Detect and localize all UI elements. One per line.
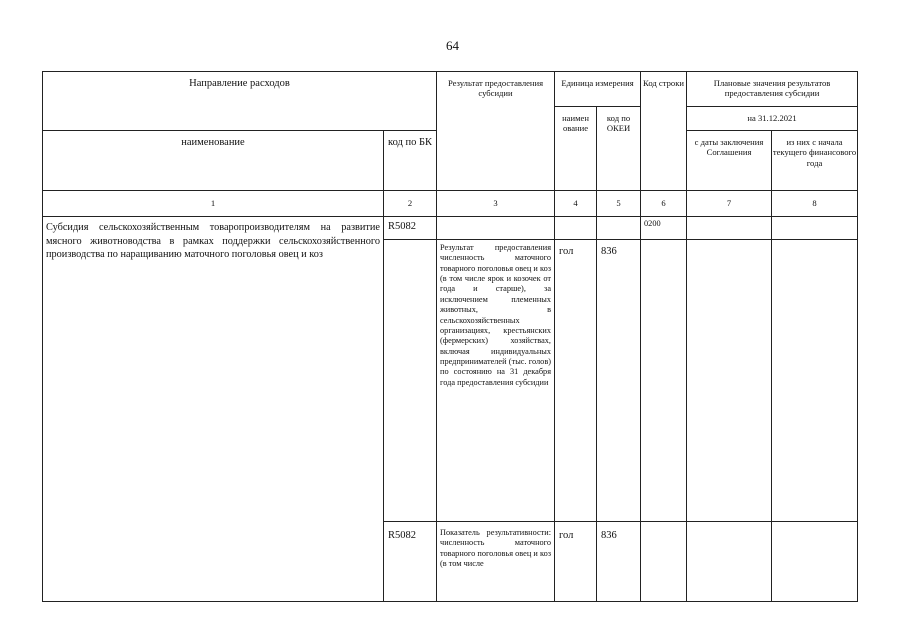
header-okei: код по ОКЕИ: [597, 107, 641, 191]
result-description: Показатель результативности: численность маточного товарного поголовья овец и коз (в том числе: [437, 522, 555, 602]
value-of-which-cell: [772, 522, 858, 602]
header-of-which: из них с начала текущего финансового года: [772, 131, 858, 191]
column-number: 2: [384, 191, 437, 217]
header-as-of-date: на 31.12.2021: [687, 107, 858, 131]
okei-cell: [597, 217, 641, 240]
header-unit: Единица измерения: [555, 72, 641, 107]
header-result: Результат предоставления субсидии: [437, 72, 555, 191]
okei-cell: 836: [597, 240, 641, 522]
header-row-code: Код строки: [641, 72, 687, 191]
value-of-which-cell: [772, 217, 858, 240]
column-number: 8: [772, 191, 858, 217]
column-number: 7: [687, 191, 772, 217]
column-number: 6: [641, 191, 687, 217]
column-number: 1: [43, 191, 384, 217]
header-from-date: с даты заключения Соглашения: [687, 131, 772, 191]
unit-cell: гол: [555, 522, 597, 602]
result-description: Результат предоставления численность маточного товарного поголовья овец и коз (в том числе ярок и козочек от года и старше), за исключением племенных животных, в сельскохозяйственных организациях, крестьянских (фермерских) хозяйствах, включая индивидуальных предпринимателей (тыс. голов) по состоянию на 31 декабря года предоставления субсидии: [437, 240, 555, 522]
column-number: 3: [437, 191, 555, 217]
value-of-which-cell: [772, 240, 858, 522]
unit-cell: [555, 217, 597, 240]
value-from-date-cell: [687, 522, 772, 602]
value-from-date-cell: [687, 217, 772, 240]
bk-code-cell: R5082: [384, 217, 437, 240]
result-cell: [437, 217, 555, 240]
row-code-cell: [641, 522, 687, 602]
row-code-cell: 0200: [641, 217, 687, 240]
page-number: 64: [446, 38, 459, 53]
value-from-date-cell: [687, 240, 772, 522]
header-direction-continued: [43, 107, 437, 131]
column-number: 5: [597, 191, 641, 217]
okei-cell: 836: [597, 522, 641, 602]
header-bk-code: код по БК: [384, 131, 437, 191]
header-unit-name: наимен ование: [555, 107, 597, 191]
row-code-cell: [641, 240, 687, 522]
subsidy-name: Субсидия сельскохозяйственным товаропроизводителям на развитие мясного животноводства в рамках поддержки сельскохозяйственного производства по наращиванию маточного поголовья овец и коз: [43, 217, 384, 602]
bk-code-cell: [384, 240, 437, 522]
subsidy-results-table: [42, 71, 858, 602]
unit-cell: гол: [555, 240, 597, 522]
header-planned: Плановые значения результатов предоставления субсидии: [687, 72, 858, 107]
column-number: 4: [555, 191, 597, 217]
header-name: наименование: [43, 131, 384, 191]
bk-code-cell: R5082: [384, 522, 437, 602]
header-direction: Направление расходов: [43, 72, 437, 107]
